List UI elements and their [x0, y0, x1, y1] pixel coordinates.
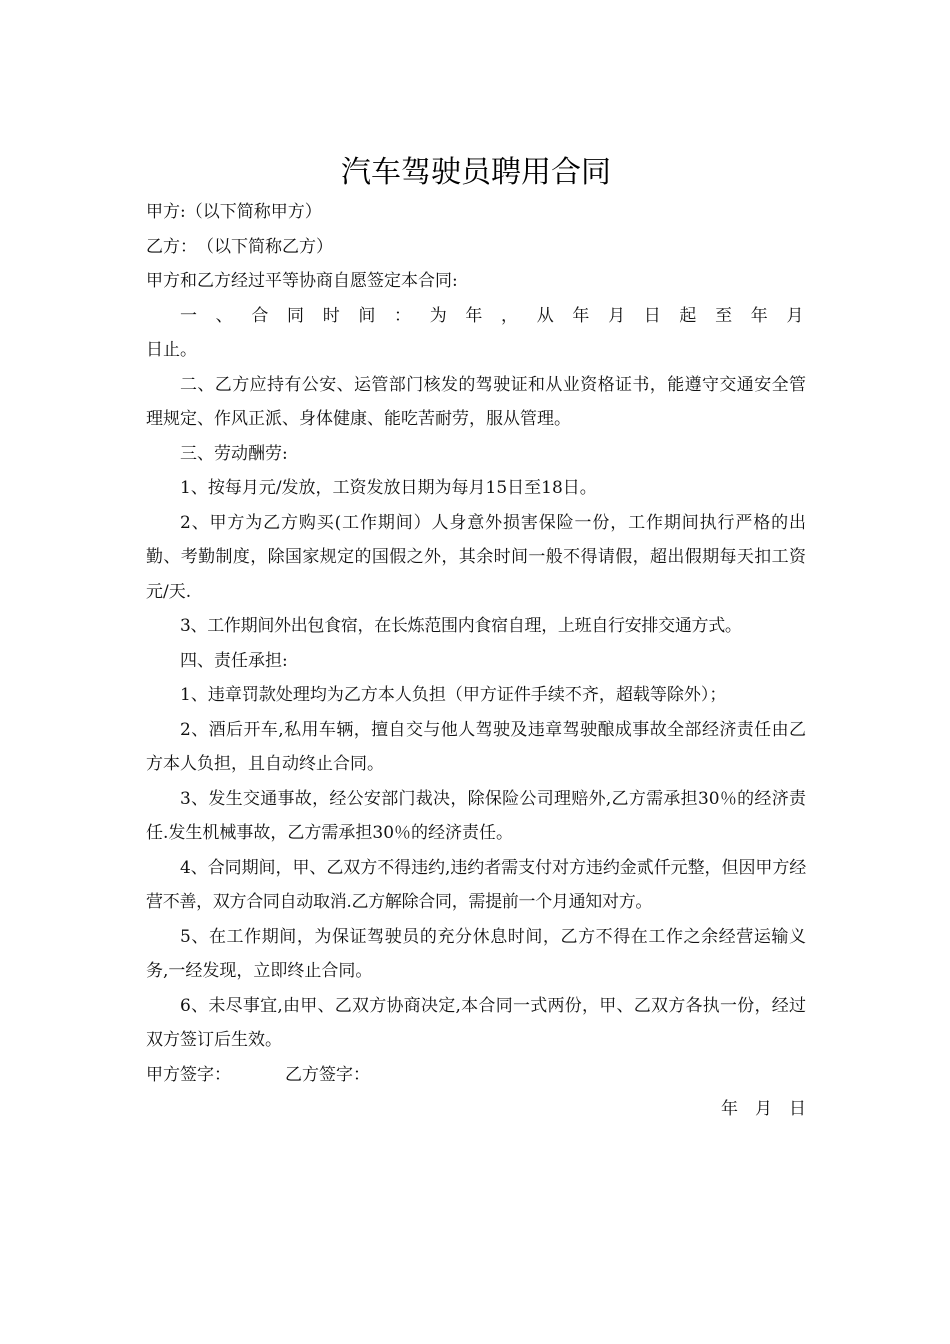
intro-line: 甲方和乙方经过平等协商自愿签定本合同:	[146, 271, 458, 291]
contract-body	[146, 195, 806, 1127]
party-a-line: 甲方:（以下简称甲方）	[146, 202, 322, 222]
signature-row	[146, 1058, 806, 1093]
party-a-signature-label: 甲方签字：	[146, 1064, 231, 1085]
section-3-heading: 三、劳动酬劳:	[180, 443, 288, 464]
section-4-item-1: 1、违章罚款处理均为乙方本人负担（甲方证件手续不齐，超载等除外）；	[180, 685, 727, 705]
section-3-item-2: 2、甲方为乙方购买(工作期间）人身意外损害保险一份，工作期间执行严格的出勤、考勤制度，除国家规定的国假之外，其余时间一般不得请假，超出假期每天扣工资元/天.	[146, 512, 806, 602]
party-b-signature-label: 乙方签字：	[285, 1064, 370, 1085]
section-4-item-6: 6、未尽事宜,由甲、乙双方协商决定,本合同一式两份，甲、乙双方各执一份，经过双方签订后生效。	[146, 995, 806, 1050]
section-4-item-2: 2、酒后开车,私用车辆，擅自交与他人驾驶及违章驾驶酿成事故全部经济责任由乙方本人负担，且自动终止合同。	[146, 719, 806, 774]
signature-date: 年 月 日	[721, 1099, 806, 1119]
section-4-heading: 四、责任承担:	[180, 650, 288, 671]
section-3-item-3: 3、工作期间外出包食宿，在长炼范围内食宿自理，上班自行安排交通方式。	[180, 616, 742, 636]
document-title: 汽车驾驶员聘用合同	[341, 155, 611, 190]
section-1-line-2: 日止。	[146, 340, 197, 360]
section-4-item-3: 3、发生交通事故，经公安部门裁决，除保险公司理赔外,乙方需承担30％的经济责任.发生机械事故，乙方需承担30％的经济责任。	[146, 788, 806, 843]
section-3-item-1: 1、按每月元/发放，工资发放日期为每月15日至18日。	[180, 478, 597, 498]
party-b-line: 乙方： （以下简称乙方）	[146, 236, 333, 257]
section-1-line-1: 一、合同时间：为年，从年月日起至年月	[180, 305, 806, 326]
section-2: 二、乙方应持有公安、运管部门核发的驾驶证和从业资格证书，能遵守交通安全管理规定、作风正派、身体健康、能吃苦耐劳，服从管理。	[146, 374, 806, 429]
section-4-item-5: 5、在工作期间，为保证驾驶员的充分休息时间，乙方不得在工作之余经营运输义务,一经发现，立即终止合同。	[146, 926, 806, 981]
section-4-item-4: 4、合同期间，甲、乙双方不得违约,违约者需支付对方违约金贰仟元整，但因甲方经营不善，双方合同自动取消.乙方解除合同，需提前一个月通知对方。	[146, 857, 806, 912]
